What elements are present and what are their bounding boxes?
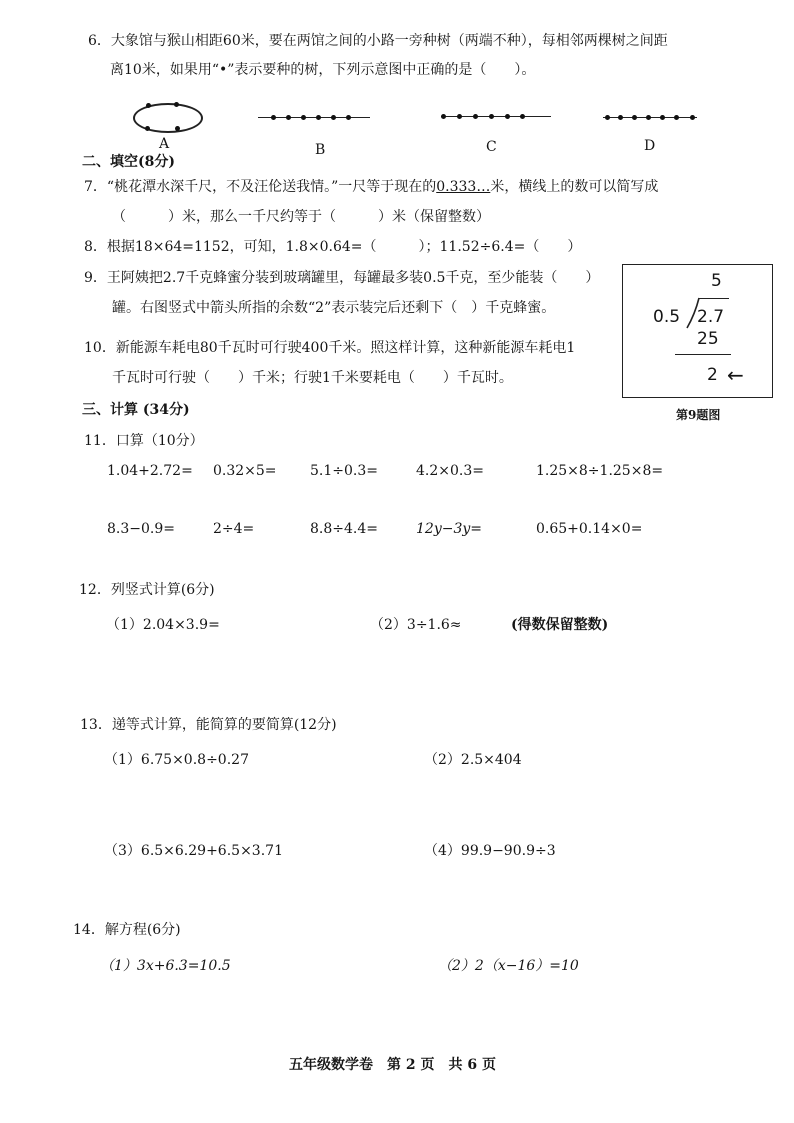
q11-item: 1.25×8÷1.25×8= xyxy=(536,463,664,479)
q12-part2: （2）3÷1.6≈ xyxy=(370,617,462,633)
tree-dot xyxy=(346,115,351,120)
q11-item: 8.3−0.9= xyxy=(107,521,175,537)
tree-dot xyxy=(146,103,151,108)
tree-dot xyxy=(175,126,180,131)
tree-dot xyxy=(441,114,446,119)
tree-dot xyxy=(316,115,321,120)
q9-figure-caption: 第9题图 xyxy=(676,408,721,422)
q7-underlined-number: 0.333… xyxy=(436,179,491,195)
q9-division-figure xyxy=(622,264,773,398)
q11-item: 8.8÷4.4= xyxy=(310,521,378,537)
tree-dot xyxy=(331,115,336,120)
remainder: 2 xyxy=(707,365,718,385)
q13-part2: （2）2.5×404 xyxy=(424,752,522,768)
tree-dot xyxy=(271,115,276,120)
division-bar xyxy=(699,298,729,299)
q8-text: 8．根据18×64=1152，可知，1.8×0.64=（ ）；11.52÷6.4=（ ） xyxy=(84,239,582,255)
subtraction-line xyxy=(675,354,731,355)
tree-dot xyxy=(473,114,478,119)
divisor: 0.5 xyxy=(653,307,681,327)
tree-dot xyxy=(286,115,291,120)
q11-item: 5.1÷0.3= xyxy=(310,463,378,479)
q7-line1-b: 米，横线上的数可以简写成 xyxy=(490,179,659,195)
q13-part3: （3）6.5×6.29+6.5×3.71 xyxy=(104,843,283,859)
q13-title: 13．递等式计算，能简算的要简算(12分) xyxy=(80,717,337,733)
q6-option-b-label: B xyxy=(315,142,326,158)
q9-line2: 罐。右图竖式中箭头所指的余数“2”表示装完后还剩下（ ）千克蜂蜜。 xyxy=(112,300,556,316)
tree-dot xyxy=(145,126,150,131)
q12-title: 12．列竖式计算(6分) xyxy=(79,582,215,598)
tree-dot xyxy=(174,102,179,107)
arrow-left-icon: ← xyxy=(727,363,744,387)
quotient: 5 xyxy=(711,271,722,291)
dividend: 2.7 xyxy=(697,307,725,327)
tree-dot xyxy=(618,115,623,120)
section2-title: 二、填空(8分) xyxy=(82,154,175,170)
tree-dot xyxy=(646,115,651,120)
q10-line2: 千瓦时可行驶（ ）千米；行驶1千米要耗电（ ）千瓦时。 xyxy=(112,370,513,386)
q11-item: 2÷4= xyxy=(213,521,255,537)
tree-dot xyxy=(690,115,695,120)
q14-title: 14．解方程(6分) xyxy=(73,922,181,938)
q7-line1 xyxy=(84,178,658,196)
q10-line1: 10．新能源车耗电80千瓦时可行驶400千米。照这样计算，这种新能源车耗电1 xyxy=(84,340,576,356)
q13-part4: （4）99.9−90.9÷3 xyxy=(424,843,556,859)
tree-dot xyxy=(605,115,610,120)
q11-item: 0.32×5= xyxy=(213,463,277,479)
path-ellipse xyxy=(133,103,203,133)
page-footer: 五年级数学卷 第 2 页 共 6 页 xyxy=(289,1057,496,1073)
q14-part1: （1）3x+6.3=10.5 xyxy=(100,958,231,974)
q12-part1: （1）2.04×3.9= xyxy=(106,617,220,633)
tree-dot xyxy=(520,114,525,119)
tree-dot xyxy=(632,115,637,120)
tree-dot xyxy=(489,114,494,119)
q11-title: 11．口算（10分） xyxy=(84,433,204,449)
q6-line2: 离10米，如果用“•”表示要种的树，下列示意图中正确的是（ ）。 xyxy=(110,62,536,78)
q7-line2: （ ）米，那么一千尺约等于（ ）米（保留整数） xyxy=(112,209,490,225)
q6-option-c-label: C xyxy=(486,139,497,155)
tree-dot xyxy=(505,114,510,119)
q11-item: 0.65+0.14×0= xyxy=(536,521,643,537)
q11-item: 12y−3y= xyxy=(416,521,483,537)
q6-option-a-label: A xyxy=(159,136,170,152)
tree-dot xyxy=(457,114,462,119)
q7-line1-a: 7．“桃花潭水深千尺，不及汪伦送我情。”一尺等于现在的 xyxy=(84,179,437,195)
q13-part1: （1）6.75×0.8÷0.27 xyxy=(104,752,249,768)
q6-option-d-label: D xyxy=(644,138,656,154)
section3-title: 三、计算 (34分) xyxy=(82,402,190,418)
tree-dot xyxy=(301,115,306,120)
q6-line1: 6．大象馆与猴山相距60米，要在两馆之间的小路一旁种树（两端不种），每相邻两棵树之间距 xyxy=(88,33,668,49)
q11-item: 1.04+2.72= xyxy=(107,463,193,479)
q9-line1: 9．王阿姨把2.7千克蜂蜜分装到玻璃罐里，每罐最多装0.5千克，至少能装（ ） xyxy=(84,270,600,286)
tree-dot xyxy=(660,115,665,120)
q12-note: (得数保留整数) xyxy=(511,617,609,633)
tree-dot xyxy=(674,115,679,120)
q11-item: 4.2×0.3= xyxy=(416,463,484,479)
product: 25 xyxy=(697,329,719,349)
q14-part2: （2）2（x−16）=10 xyxy=(438,958,579,974)
